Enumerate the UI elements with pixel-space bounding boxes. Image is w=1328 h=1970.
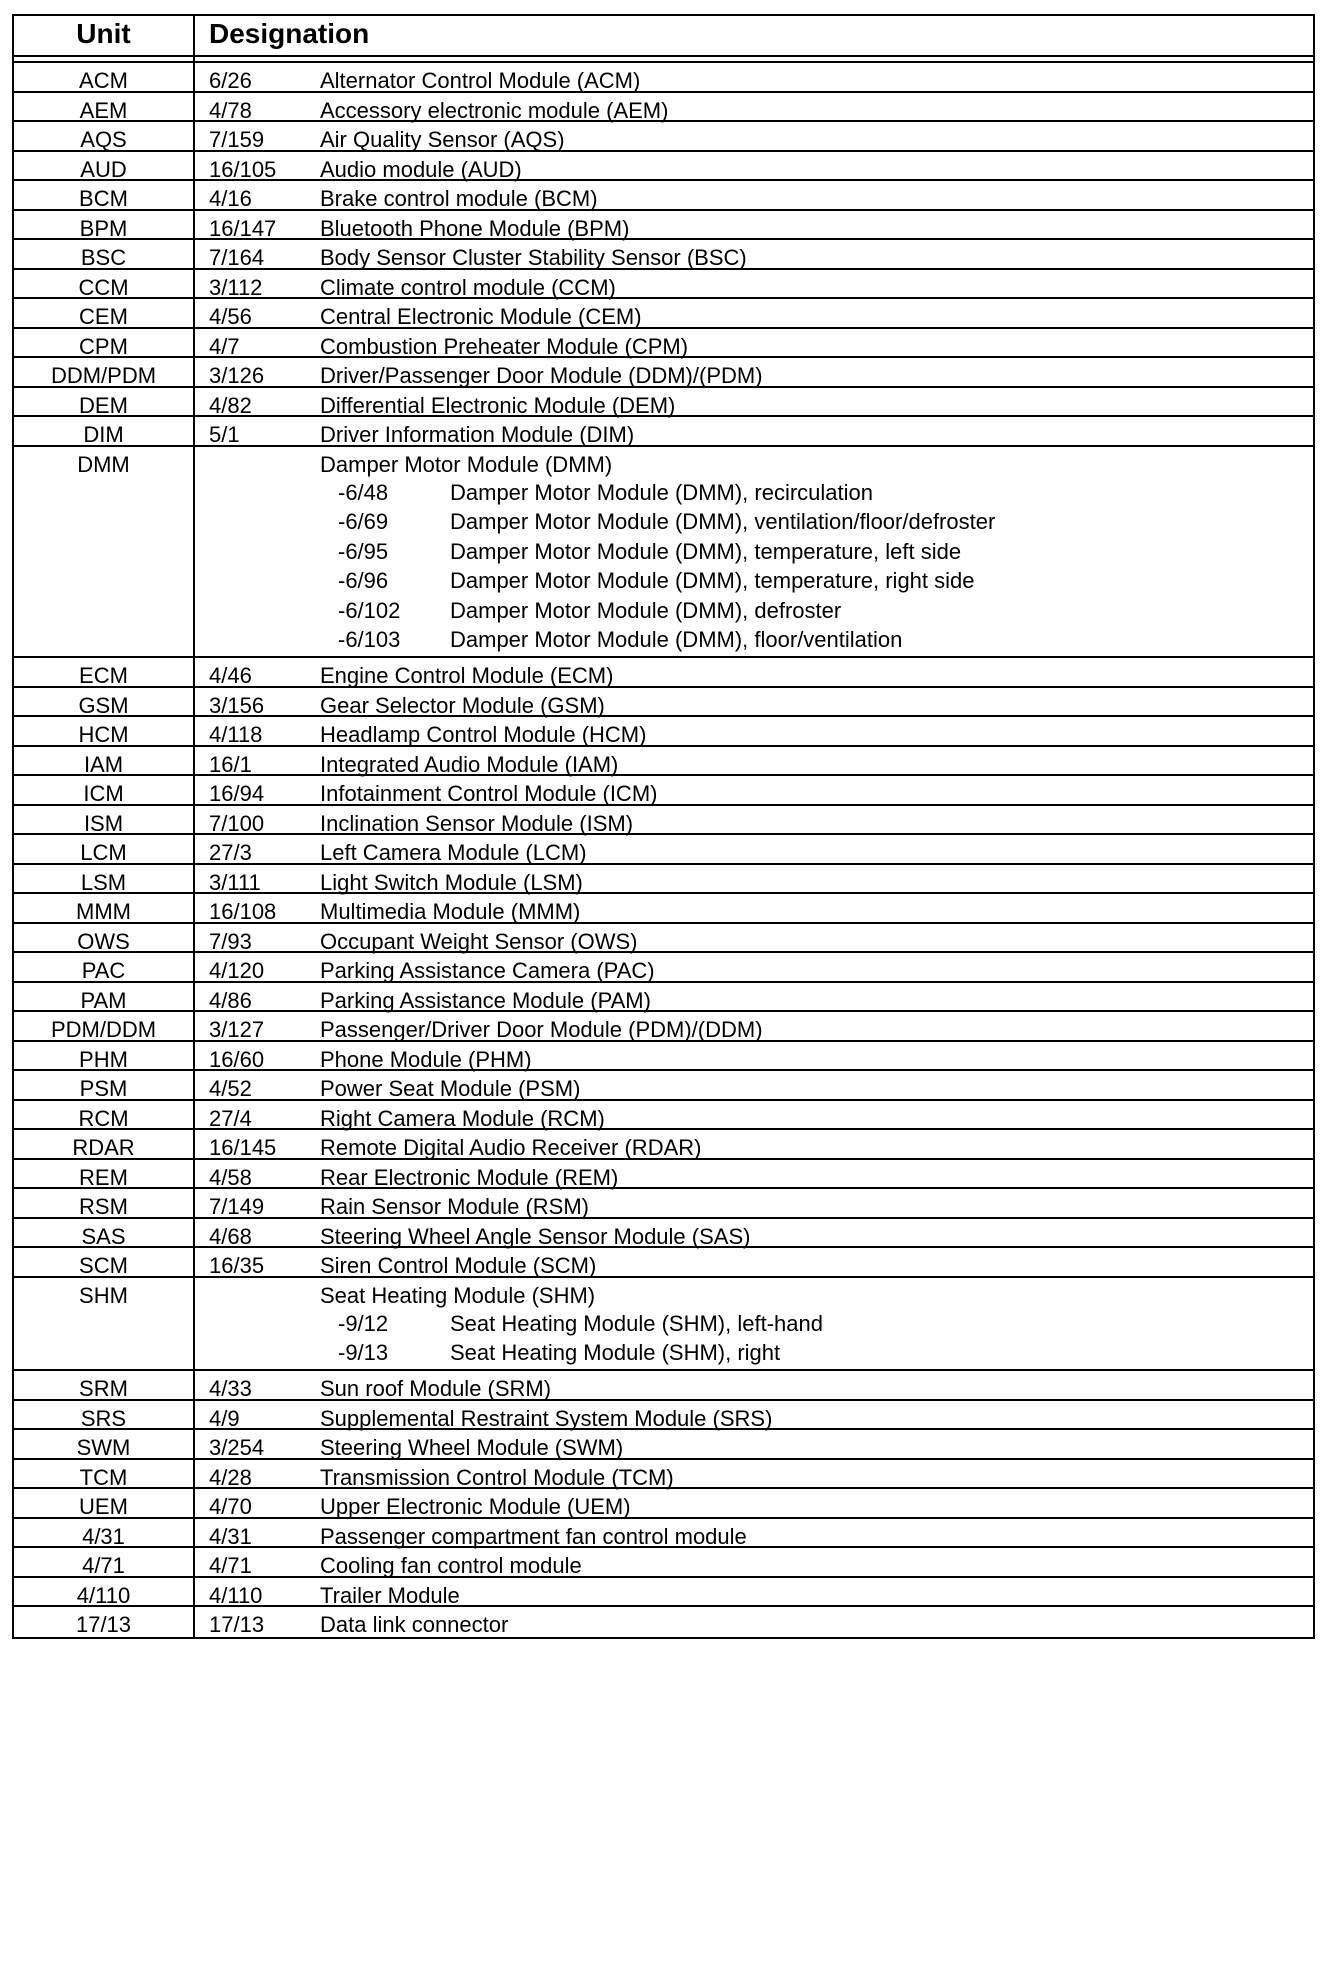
- table-body: [14, 63, 1313, 1637]
- cell-designation: [195, 658, 1313, 686]
- table-row: [14, 122, 1313, 152]
- cell-description: Rear Electronic Module (REM): [320, 1164, 619, 1190]
- cell-description: Phone Module (PHM): [320, 1046, 532, 1072]
- cell-reference: 3/111: [209, 869, 261, 895]
- cell-description: Brake control module (BCM): [320, 186, 598, 211]
- table-row: [14, 658, 1313, 688]
- table-row: [14, 93, 1313, 123]
- sub-item-reference: -6/95: [338, 538, 389, 564]
- cell-reference: 27/3: [209, 840, 252, 865]
- cell-unit: 4/110: [14, 1578, 195, 1606]
- cell-reference: 16/1: [209, 751, 252, 777]
- sub-item-reference: -9/13: [338, 1340, 389, 1365]
- cell-description: Body Sensor Cluster Stability Sensor (BSC): [320, 245, 747, 270]
- cell-reference: 16/147: [209, 215, 277, 241]
- cell-designation: [195, 1371, 1313, 1399]
- cell-designation: [195, 1278, 1313, 1370]
- table-row: [14, 63, 1313, 93]
- cell-unit: PSM: [14, 1071, 195, 1099]
- table-row: [14, 835, 1313, 865]
- cell-description: Siren Control Module (SCM): [320, 1253, 597, 1278]
- table-row: [14, 1278, 1313, 1372]
- table-row: [14, 1160, 1313, 1190]
- cell-designation: [195, 388, 1313, 416]
- cell-reference: 3/156: [209, 692, 265, 718]
- cell-reference: 4/7: [209, 333, 240, 359]
- table-row: [14, 417, 1313, 447]
- sub-item-description: Damper Motor Module (DMM), floor/ventilation: [450, 627, 903, 652]
- cell-designation: [195, 924, 1313, 952]
- cell-reference: 4/71: [209, 1553, 252, 1578]
- cell-description: Light Switch Module (LSM): [320, 869, 583, 895]
- sub-item: [338, 478, 1313, 508]
- header-spacer-designation: [195, 57, 1313, 61]
- cell-designation: [195, 447, 1313, 657]
- cell-description: Seat Heating Module (SHM): [320, 1282, 596, 1308]
- cell-designation: [195, 806, 1313, 834]
- cell-designation: [195, 181, 1313, 209]
- cell-reference: 4/86: [209, 987, 252, 1013]
- cell-description: Rain Sensor Module (RSM): [320, 1194, 589, 1219]
- table-row: [14, 688, 1313, 718]
- cell-description: Audio module (AUD): [320, 156, 522, 182]
- cell-description: Transmission Control Module (TCM): [320, 1464, 674, 1490]
- cell-unit: GSM: [14, 688, 195, 716]
- cell-description: Accessory electronic module (AEM): [320, 97, 669, 123]
- cell-reference: 4/58: [209, 1164, 252, 1190]
- cell-reference: 6/26: [209, 68, 252, 93]
- cell-designation: [195, 1248, 1313, 1276]
- cell-unit: LCM: [14, 835, 195, 863]
- cell-description: Central Electronic Module (CEM): [320, 304, 642, 329]
- cell-designation: [195, 240, 1313, 268]
- cell-designation: [195, 1460, 1313, 1488]
- cell-description: Supplemental Restraint System Module (SRS): [320, 1405, 773, 1431]
- sub-item-reference: -6/69: [338, 509, 389, 534]
- cell-description: Gear Selector Module (GSM): [320, 692, 605, 718]
- cell-unit: CCM: [14, 270, 195, 298]
- cell-description: Differential Electronic Module (DEM): [320, 392, 676, 418]
- cell-reference: 7/100: [209, 810, 265, 836]
- table-row: [14, 211, 1313, 241]
- table-row: [14, 983, 1313, 1013]
- cell-description: Air Quality Sensor (AQS): [320, 127, 565, 152]
- header-unit: Unit: [14, 16, 195, 55]
- cell-reference: 16/105: [209, 156, 277, 182]
- table-row: [14, 1248, 1313, 1278]
- cell-designation: [195, 1042, 1313, 1070]
- table-row: [14, 717, 1313, 747]
- cell-reference: 16/35: [209, 1253, 265, 1278]
- cell-description: Parking Assistance Module (PAM): [320, 987, 651, 1013]
- cell-unit: DMM: [14, 447, 195, 657]
- cell-reference: 27/4: [209, 1105, 252, 1131]
- table-row: [14, 152, 1313, 182]
- cell-unit: LSM: [14, 865, 195, 893]
- cell-unit: SCM: [14, 1248, 195, 1276]
- cell-reference: 17/13: [209, 1612, 265, 1637]
- cell-designation: [195, 211, 1313, 239]
- cell-designation: [195, 1101, 1313, 1129]
- cell-unit: RDAR: [14, 1130, 195, 1158]
- cell-designation: [195, 299, 1313, 327]
- table-row: [14, 270, 1313, 300]
- table-row: [14, 953, 1313, 983]
- cell-reference: 16/60: [209, 1046, 265, 1072]
- cell-unit: TCM: [14, 1460, 195, 1488]
- cell-designation: [195, 329, 1313, 357]
- cell-unit: AUD: [14, 152, 195, 180]
- sub-item-reference: -9/12: [338, 1310, 389, 1336]
- cell-designation: [195, 1071, 1313, 1099]
- sub-item: [338, 1338, 1313, 1368]
- table-row: [14, 924, 1313, 954]
- cell-unit: PDM/DDM: [14, 1012, 195, 1040]
- cell-description: Sun roof Module (SRM): [320, 1376, 552, 1401]
- table-row: [14, 1071, 1313, 1101]
- cell-description: Multimedia Module (MMM): [320, 899, 581, 924]
- table-row: [14, 1519, 1313, 1549]
- cell-unit: ECM: [14, 658, 195, 686]
- table-row: [14, 776, 1313, 806]
- cell-reference: 7/159: [209, 127, 265, 152]
- cell-designation: [195, 894, 1313, 922]
- table-row: [14, 1578, 1313, 1608]
- cell-description: Driver/Passenger Door Module (DDM)/(PDM): [320, 363, 763, 388]
- table-row: [14, 1130, 1313, 1160]
- sub-item-description: Damper Motor Module (DMM), temperature, left side: [450, 538, 962, 564]
- cell-unit: CEM: [14, 299, 195, 327]
- cell-reference: 16/108: [209, 899, 277, 924]
- cell-reference: 3/127: [209, 1017, 265, 1042]
- cell-unit: 4/31: [14, 1519, 195, 1547]
- cell-unit: BSC: [14, 240, 195, 268]
- table-row: [14, 299, 1313, 329]
- sub-item-description: Damper Motor Module (DMM), ventilation/floor/defroster: [450, 509, 996, 534]
- cell-designation: [195, 122, 1313, 150]
- sub-item-reference: -6/96: [338, 568, 389, 593]
- cell-unit: AEM: [14, 93, 195, 121]
- cell-designation: [195, 1548, 1313, 1576]
- cell-unit: CPM: [14, 329, 195, 357]
- sub-item: [338, 596, 1313, 626]
- table-row: [14, 388, 1313, 418]
- cell-designation: [195, 1160, 1313, 1188]
- cell-description: Power Seat Module (PSM): [320, 1076, 581, 1101]
- cell-reference: 7/93: [209, 928, 252, 954]
- sub-item: [338, 566, 1313, 596]
- cell-reference: 16/94: [209, 781, 265, 806]
- cell-description: Infotainment Control Module (ICM): [320, 781, 658, 806]
- cell-description: Remote Digital Audio Receiver (RDAR): [320, 1135, 702, 1160]
- cell-description: Engine Control Module (ECM): [320, 663, 614, 688]
- cell-unit: UEM: [14, 1489, 195, 1517]
- cell-description: Integrated Audio Module (IAM): [320, 751, 619, 777]
- cell-description: Alternator Control Module (ACM): [320, 68, 641, 93]
- cell-unit: RSM: [14, 1189, 195, 1217]
- table-row: [14, 1219, 1313, 1249]
- cell-unit: 17/13: [14, 1607, 195, 1637]
- cell-unit: MMM: [14, 894, 195, 922]
- table-row: [14, 447, 1313, 659]
- table-row: [14, 1460, 1313, 1490]
- table-row: [14, 1607, 1313, 1637]
- cell-designation: [195, 953, 1313, 981]
- table-header: [14, 16, 1313, 57]
- cell-description: Passenger compartment fan control module: [320, 1523, 747, 1549]
- cell-unit: ACM: [14, 63, 195, 91]
- cell-designation: [195, 1578, 1313, 1606]
- cell-description: Left Camera Module (LCM): [320, 840, 587, 865]
- cell-designation: [195, 776, 1313, 804]
- cell-description: Damper Motor Module (DMM): [320, 451, 613, 477]
- sub-item-description: Damper Motor Module (DMM), defroster: [450, 597, 842, 623]
- cell-description: Inclination Sensor Module (ISM): [320, 810, 634, 836]
- cell-unit: SAS: [14, 1219, 195, 1247]
- cell-reference: 7/149: [209, 1194, 265, 1219]
- cell-description: Data link connector: [320, 1612, 509, 1637]
- sub-item: [338, 625, 1313, 655]
- table-row: [14, 1489, 1313, 1519]
- cell-designation: [195, 63, 1313, 91]
- header-designation: Designation: [209, 18, 370, 49]
- cell-reference: 4/9: [209, 1405, 240, 1431]
- cell-designation: [195, 1012, 1313, 1040]
- table-row: [14, 1401, 1313, 1431]
- cell-unit: SRS: [14, 1401, 195, 1429]
- cell-designation: [195, 865, 1313, 893]
- cell-reference: 3/254: [209, 1435, 265, 1460]
- cell-unit: PAM: [14, 983, 195, 1011]
- cell-unit: BPM: [14, 211, 195, 239]
- module-table: [12, 14, 1315, 1639]
- cell-reference: 4/110: [209, 1582, 263, 1608]
- cell-reference: 4/31: [209, 1523, 252, 1549]
- cell-description: Trailer Module: [320, 1582, 460, 1608]
- cell-reference: 4/16: [209, 186, 252, 211]
- cell-description: Cooling fan control module: [320, 1553, 582, 1578]
- table-row: [14, 865, 1313, 895]
- cell-reference: 4/78: [209, 97, 252, 123]
- cell-reference: 4/46: [209, 663, 252, 688]
- cell-reference: 4/28: [209, 1464, 252, 1490]
- cell-designation: [195, 835, 1313, 863]
- header-spacer-unit: [14, 57, 195, 61]
- cell-description: Steering Wheel Angle Sensor Module (SAS): [320, 1223, 751, 1249]
- cell-designation: [195, 93, 1313, 121]
- cell-designation: [195, 747, 1313, 775]
- sub-item-description: Seat Heating Module (SHM), right: [450, 1340, 781, 1365]
- cell-reference: 4/70: [209, 1494, 252, 1519]
- cell-reference: 16/145: [209, 1135, 277, 1160]
- table-row: [14, 806, 1313, 836]
- cell-unit: RCM: [14, 1101, 195, 1129]
- cell-designation: [195, 717, 1313, 745]
- cell-unit: DIM: [14, 417, 195, 445]
- cell-unit: SRM: [14, 1371, 195, 1399]
- sub-item: [338, 1309, 1313, 1339]
- table-row: [14, 329, 1313, 359]
- cell-unit: ISM: [14, 806, 195, 834]
- cell-description: Right Camera Module (RCM): [320, 1105, 605, 1131]
- cell-unit: PAC: [14, 953, 195, 981]
- table-row: [14, 1371, 1313, 1401]
- cell-designation: [195, 358, 1313, 386]
- cell-unit: DDM/PDM: [14, 358, 195, 386]
- sub-item-reference: -6/102: [338, 597, 401, 623]
- cell-reference: 4/120: [209, 958, 265, 983]
- cell-reference: 4/33: [209, 1376, 252, 1401]
- cell-unit: SWM: [14, 1430, 195, 1458]
- cell-unit: IAM: [14, 747, 195, 775]
- cell-reference: 4/68: [209, 1223, 252, 1249]
- cell-designation: [195, 1519, 1313, 1547]
- table-row: [14, 1101, 1313, 1131]
- cell-designation: [195, 270, 1313, 298]
- cell-description: Occupant Weight Sensor (OWS): [320, 928, 638, 954]
- cell-designation: [195, 152, 1313, 180]
- cell-description: Climate control module (CCM): [320, 274, 616, 300]
- table-row: [14, 240, 1313, 270]
- cell-designation: [195, 1430, 1313, 1458]
- cell-unit: OWS: [14, 924, 195, 952]
- cell-designation: [195, 417, 1313, 445]
- table-row: [14, 1042, 1313, 1072]
- cell-designation: [195, 1607, 1313, 1637]
- cell-designation: [195, 1130, 1313, 1158]
- cell-designation: [195, 1489, 1313, 1517]
- table-row: [14, 1548, 1313, 1578]
- cell-unit: 4/71: [14, 1548, 195, 1576]
- cell-unit: REM: [14, 1160, 195, 1188]
- cell-unit: ICM: [14, 776, 195, 804]
- table-row: [14, 1189, 1313, 1219]
- cell-designation: [195, 688, 1313, 716]
- sub-item-description: Damper Motor Module (DMM), recirculation: [450, 479, 873, 505]
- cell-description: Combustion Preheater Module (CPM): [320, 333, 689, 359]
- cell-unit: BCM: [14, 181, 195, 209]
- cell-unit: SHM: [14, 1278, 195, 1370]
- sub-item-reference: -6/48: [338, 479, 389, 505]
- cell-reference: 5/1: [209, 422, 240, 447]
- sub-item: [338, 507, 1313, 537]
- table-row: [14, 747, 1313, 777]
- cell-designation: [195, 1189, 1313, 1217]
- cell-unit: DEM: [14, 388, 195, 416]
- sub-item-description: Damper Motor Module (DMM), temperature, right side: [450, 568, 975, 593]
- cell-unit: PHM: [14, 1042, 195, 1070]
- cell-description: Steering Wheel Module (SWM): [320, 1435, 624, 1460]
- cell-designation: [195, 1401, 1313, 1429]
- cell-reference: 4/118: [209, 722, 263, 747]
- cell-designation: [195, 1219, 1313, 1247]
- table-row: [14, 1012, 1313, 1042]
- cell-description: Bluetooth Phone Module (BPM): [320, 215, 630, 241]
- cell-unit: AQS: [14, 122, 195, 150]
- sub-item: [338, 537, 1313, 567]
- table-row: [14, 358, 1313, 388]
- cell-description: Driver Information Module (DIM): [320, 422, 635, 447]
- cell-description: Upper Electronic Module (UEM): [320, 1494, 631, 1519]
- table-row: [14, 1430, 1313, 1460]
- cell-reference: 7/164: [209, 245, 265, 270]
- sub-item-reference: -6/103: [338, 627, 401, 652]
- cell-reference: 4/56: [209, 304, 252, 329]
- cell-reference: 4/82: [209, 392, 252, 418]
- cell-unit: HCM: [14, 717, 195, 745]
- cell-description: Passenger/Driver Door Module (PDM)/(DDM): [320, 1017, 763, 1042]
- table-row: [14, 181, 1313, 211]
- table-row: [14, 894, 1313, 924]
- sub-item-description: Seat Heating Module (SHM), left-hand: [450, 1310, 823, 1336]
- cell-reference: 4/52: [209, 1076, 252, 1101]
- cell-reference: 3/112: [209, 274, 263, 300]
- cell-description: Headlamp Control Module (HCM): [320, 722, 647, 747]
- cell-designation: [195, 983, 1313, 1011]
- cell-reference: 3/126: [209, 363, 265, 388]
- cell-description: Parking Assistance Camera (PAC): [320, 958, 655, 983]
